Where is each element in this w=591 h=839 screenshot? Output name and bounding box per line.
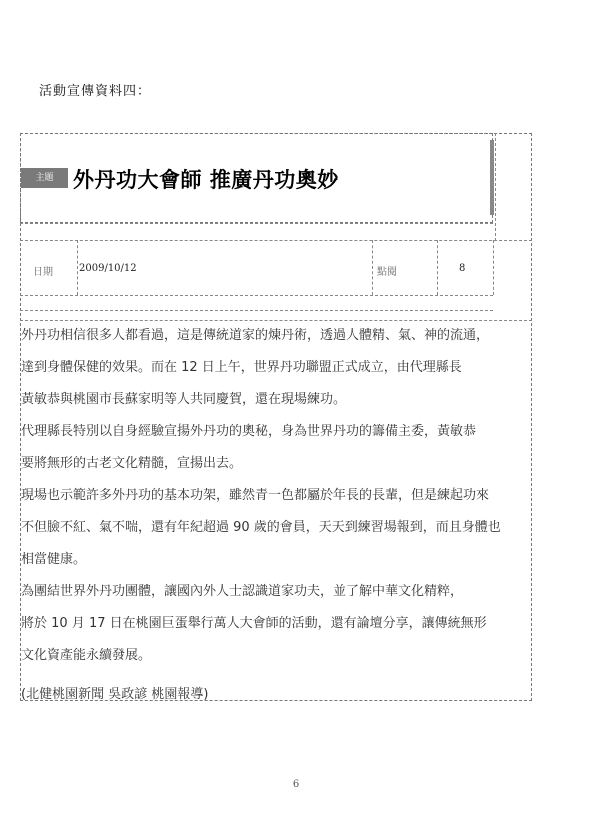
body-line: 為團結世界外丹功團體，讓國內外人士認識道家功夫，並了解中華文化精粹， bbox=[21, 584, 464, 599]
article-source: (北健桃園新聞 吳政諺 桃園報導) bbox=[21, 687, 209, 702]
body-line: 相當健康。 bbox=[21, 552, 87, 567]
body-line: 外丹功相信很多人都看過，這是傳統道家的煉丹術，透過人體精、氣、神的流通， bbox=[21, 328, 490, 343]
divider bbox=[77, 240, 78, 295]
divider bbox=[437, 240, 438, 295]
article-body bbox=[21, 320, 533, 672]
title-scrollbar[interactable] bbox=[490, 140, 494, 215]
divider bbox=[20, 223, 493, 224]
views-value: 8 bbox=[459, 263, 466, 274]
body-line: 黃敏恭與桃園市長蘇家明等人共同慶賀，還在現場練功。 bbox=[21, 392, 347, 407]
body-line: 現場也示範許多外丹功的基本功架，雖然青一色都屬於年長的長輩，但是練起功來 bbox=[21, 488, 490, 503]
page-number: 6 bbox=[292, 779, 300, 790]
paragraph bbox=[21, 576, 533, 672]
body-line: 不但臉不紅、氣不喘，還有年紀超過 90 歲的會員，天天到練習場報到，而且身體也 bbox=[21, 520, 501, 535]
paragraph bbox=[21, 480, 533, 576]
body-line: 要將無形的古老文化精髓，宣揚出去。 bbox=[21, 456, 243, 471]
body-line: 文化資產能永續發展。 bbox=[21, 648, 152, 663]
divider bbox=[20, 240, 532, 241]
date-label: 日期 bbox=[33, 267, 53, 278]
article-title: 外丹功大會師 推廣丹功奧妙 bbox=[73, 168, 339, 192]
body-line: 將於 10 月 17 日在桃園巨蛋舉行萬人大會師的活動，還有論壇分享，讓傳統無形 bbox=[21, 616, 487, 631]
views-label: 點閱 bbox=[377, 267, 397, 278]
paragraph bbox=[21, 320, 533, 416]
divider bbox=[493, 240, 494, 295]
body-line: 達到身體保健的效果。而在 12 日上午，世界丹功聯盟正式成立，由代理縣長 bbox=[21, 360, 462, 375]
divider bbox=[20, 295, 493, 296]
divider bbox=[20, 310, 493, 311]
date-value: 2009/10/12 bbox=[79, 263, 137, 274]
section-heading: 活動宣傳資料四： bbox=[39, 84, 152, 99]
paragraph bbox=[21, 416, 533, 480]
body-line: 代理縣長特別以自身經驗宣揚外丹功的奧秘，身為世界丹功的籌備主委，黃敏恭 bbox=[21, 424, 477, 439]
divider bbox=[372, 240, 373, 295]
subject-tag: 主題 bbox=[21, 168, 68, 188]
divider bbox=[495, 133, 496, 241]
